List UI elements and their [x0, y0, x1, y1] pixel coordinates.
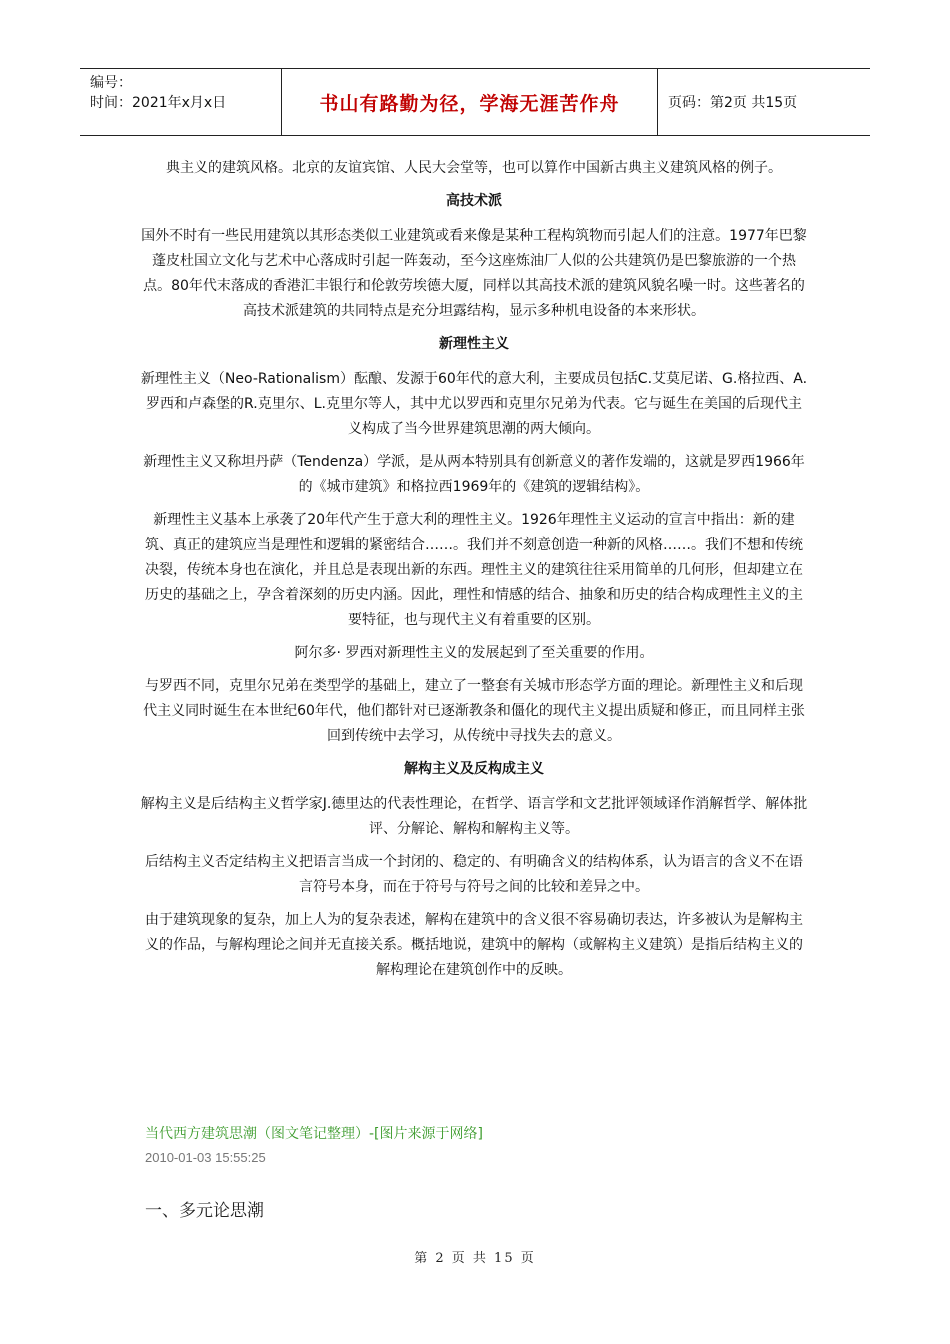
page-header	[80, 68, 870, 136]
article-link[interactable]: 当代西方建筑思潮（图文笔记整理）-[图片来源于网络]	[145, 1126, 483, 1142]
paragraph: 新理性主义又称坦丹萨（Tendenza）学派，是从两本特别具有创新意义的著作发端的，这就是罗西1966年的《城市建筑》和格拉西1969年的《建筑的逻辑结构》。	[143, 454, 805, 495]
header-motto: 书山有路勤为径，学海无涯苦作舟	[282, 69, 658, 135]
document-body	[140, 158, 808, 991]
paragraph: 由于建筑现象的复杂，加上人为的复杂表述，解构在建筑中的含义很不容易确切表达，许多被认为是解构主义的作品，与解构理论之间并无直接关系。概括地说，建筑中的解构（或解构主义建筑）是指后结构主义的解构理论在建筑创作中的反映。	[145, 912, 803, 978]
header-meta	[80, 69, 282, 135]
heading-high-tech: 高技术派	[446, 193, 502, 209]
article-timestamp: 2010-01-03 15:55:25	[145, 1150, 266, 1165]
paragraph: 新理性主义基本上承袭了20年代产生于意大利的理性主义。1926年理性主义运动的宣言中指出：新的建筑、真正的建筑应当是理性和逻辑的紧密结合……。我们并不刻意创造一种新的风格……。我们不想和传统决裂，传统本身也在演化，并且总是表现出新的东西。理性主义的建筑往往采用简单的几何形，但却建立在历史的基础之上，孕含着深刻的历史内涵。因此，理性和情感的结合、抽象和历史的结合构成理性主义的主要特征，也与现代主义有着重要的区别。	[145, 512, 803, 628]
heading-deconstructivism: 解构主义及反构成主义	[404, 761, 544, 777]
page-footer: 第 2 页 共 15 页	[414, 1251, 536, 1266]
paragraph: 国外不时有一些民用建筑以其形态类似工业建筑或看来像是某种工程构筑物而引起人们的注意。1977年巴黎蓬皮杜国立文化与艺术中心落成时引起一阵轰动，至今这座炼油厂人似的公共建筑仍是巴黎旅游的一个热点。80年代末落成的香港汇丰银行和伦敦劳埃德大厦，同样以其高技术派的建筑风貌名噪一时。这些著名的高技术派建筑的共同特点是充分坦露结构，显示多种机电设备的本来形状。	[141, 228, 807, 319]
paragraph: 阿尔多· 罗西对新理性主义的发展起到了至关重要的作用。	[294, 645, 654, 661]
paragraph: 典主义的建筑风格。北京的友谊宾馆、人民大会堂等，也可以算作中国新古典主义建筑风格的例子。	[166, 160, 782, 176]
paragraph: 与罗西不同，克里尔兄弟在类型学的基础上，建立了一整套有关城市形态学方面的理论。新理性主义和后现代主义同时诞生在本世纪60年代，他们都针对已逐渐教条和僵化的现代主义提出质疑和修正，而且同样主张回到传统中去学习，从传统中寻找失去的意义。	[143, 678, 805, 744]
heading-neo-rationalism: 新理性主义	[439, 336, 509, 352]
section-heading: 一、多元论思潮	[145, 1201, 264, 1221]
doc-id-label: 编号：	[90, 75, 132, 91]
paragraph: 解构主义是后结构主义哲学家J.德里达的代表性理论，在哲学、语言学和文艺批评领域译作消解哲学、解体批评、分解论、解构和解构主义等。	[140, 796, 808, 837]
doc-date-label: 时间：2021年x月x日	[90, 95, 227, 111]
paragraph: 后结构主义否定结构主义把语言当成一个封闭的、稳定的、有明确含义的结构体系，认为语言的含义不在语言符号本身，而在于符号与符号之间的比较和差异之中。	[145, 854, 803, 895]
header-page-label: 页码：第2页 共15页	[668, 95, 798, 111]
paragraph: 新理性主义（Neo-Rationalism）酝酿、发源于60年代的意大利，主要成员包括C.艾莫尼诺、G.格拉西、A.罗西和卢森堡的R.克里尔、L.克里尔等人，其中尤以罗西和克里尔兄弟为代表。它与诞生在美国的后现代主义构成了当今世界建筑思潮的两大倾向。	[140, 371, 808, 437]
